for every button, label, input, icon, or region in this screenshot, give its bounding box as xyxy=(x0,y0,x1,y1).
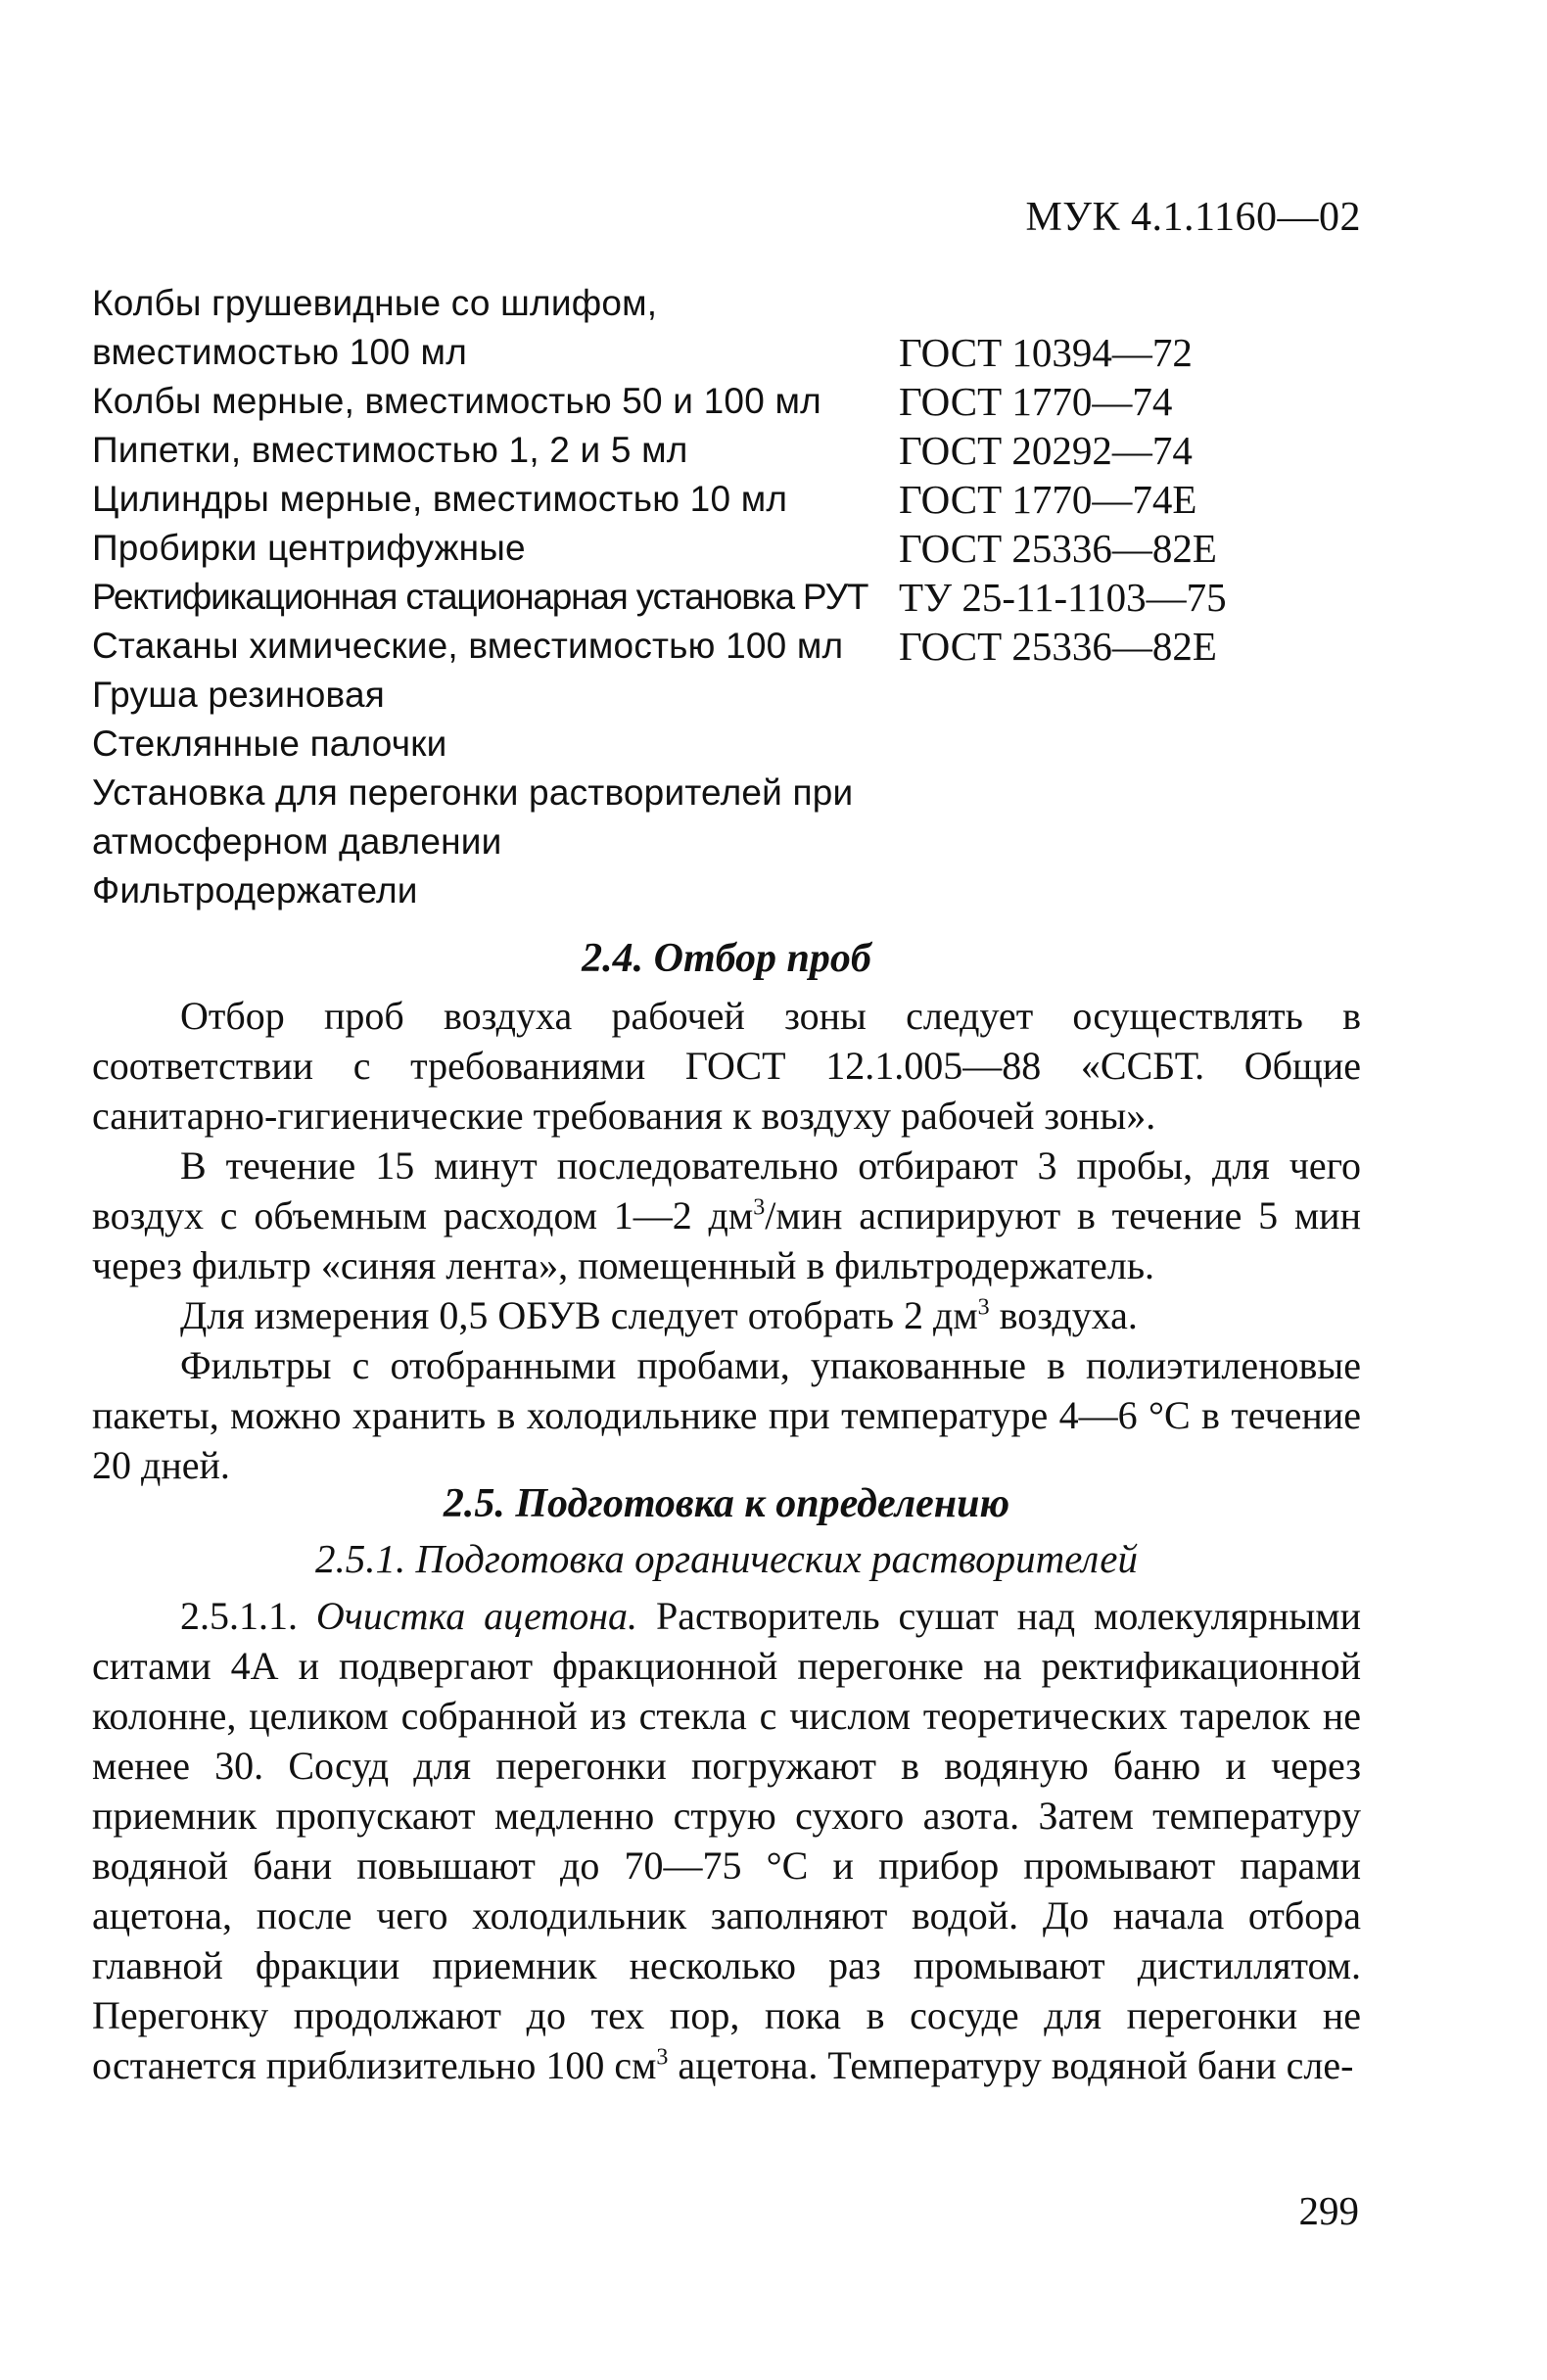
paragraph xyxy=(92,1591,1361,2090)
superscript: 3 xyxy=(753,1194,766,1221)
subsection-heading: 2.5.1. Подготовка органических растворителей xyxy=(315,1536,1138,1581)
equipment-row xyxy=(92,328,1365,377)
equipment-row xyxy=(92,573,1365,622)
equipment-standard xyxy=(899,720,1365,769)
equipment-name: вместимостью 100 мл xyxy=(92,332,467,372)
italic-run-in: Очистка ацетона. xyxy=(315,1594,638,1638)
paragraph xyxy=(92,1290,1361,1340)
paragraph: Отбор проб воздуха рабочей зоны следует осуществлять в соответствии с требованиями ГОСТ 12.1.005—88 «ССБТ. Общие санитарно-гигиенические требования к воздуху рабочей зоны». xyxy=(92,994,1361,1138)
equipment-row xyxy=(92,475,1365,524)
section-2-4-body xyxy=(92,991,1361,1490)
equipment-name: Ректификационная стационарная установка РУТ xyxy=(92,577,868,617)
text-span: воздуха. xyxy=(989,1293,1138,1337)
equipment-name: Фильтродержатели xyxy=(92,870,418,910)
equipment-standard: ГОСТ 1770—74 xyxy=(899,379,1173,424)
text-span: /мин аспирируют в течение 5 мин через фильтр «синяя лента», помещенный в фильтродержатель. xyxy=(92,1193,1361,1287)
equipment-name: Установка для перегонки растворителей при xyxy=(92,772,854,813)
equipment-standard: ГОСТ 25336—82Е xyxy=(899,624,1217,669)
document-code: МУК 4.1.1160—02 xyxy=(1025,195,1361,240)
paragraph: Фильтры с отобранными пробами, упакованные в полиэтиленовые пакеты, можно хранить в холодильнике при температуре 4—6 °С в течение 20 дней. xyxy=(92,1343,1361,1487)
equipment-standard xyxy=(899,817,1365,866)
section-2-5-body xyxy=(92,1591,1361,2090)
equipment-name: Цилиндры мерные, вместимостью 10 мл xyxy=(92,479,788,519)
page-number: 299 xyxy=(1298,2188,1359,2233)
equipment-standard xyxy=(899,279,1365,328)
equipment-row xyxy=(92,866,1365,915)
equipment-name: Колбы мерные, вместимостью 50 и 100 мл xyxy=(92,381,821,421)
equipment-name: атмосферном давлении xyxy=(92,821,502,862)
equipment-row xyxy=(92,622,1365,671)
text-span: Для измерения 0,5 ОБУВ следует отобрать 2 дм xyxy=(180,1293,978,1337)
equipment-standard xyxy=(899,671,1365,720)
equipment-name: Груша резиновая xyxy=(92,675,385,715)
equipment-row xyxy=(92,671,1365,720)
equipment-standard: ГОСТ 10394—72 xyxy=(899,330,1193,375)
equipment-name: Колбы грушевидные со шлифом, xyxy=(92,283,658,323)
clause-number: 2.5.1.1. xyxy=(180,1594,298,1638)
equipment-row xyxy=(92,426,1365,475)
equipment-standard xyxy=(899,866,1365,915)
text-span: В течение 15 минут последовательно отбирают 3 пробы, для чего воздух с объемным расходом 1—2 дм xyxy=(92,1143,1361,1237)
equipment-name: Стеклянные палочки xyxy=(92,723,447,764)
equipment-row xyxy=(92,524,1365,573)
equipment-row xyxy=(92,769,1365,817)
equipment-row xyxy=(92,817,1365,866)
section-heading: 2.4. Отбор проб xyxy=(582,936,871,981)
section-heading: 2.5. Подготовка к определению xyxy=(443,1481,1010,1526)
equipment-name: Пробирки центрифужные xyxy=(92,528,526,568)
superscript: 3 xyxy=(656,2044,669,2071)
text-span: Растворитель сушат над молекулярными ситами 4А и подвергают фракционной перегонке на ректификационной колонне, целиком собранной из стекла с числом теоретических тарелок не менее 30. Сосуд для перегонки погружают в водяную баню и через приемник пропускают медленно струю сухого азота. Затем температуру водяной бани повышают до 70—75 °С и прибор промывают парами ацетона, после чего холодильник заполняют водой. До начала отбора главной фракции приемник несколько раз промывают дистиллятом. Перегонку продолжают до тех пор, пока в сосуде для перегонки не останется приблизительно 100 см xyxy=(92,1594,1362,2087)
equipment-standard: ГОСТ 25336—82Е xyxy=(899,526,1217,571)
equipment-standard: ГОСТ 1770—74Е xyxy=(899,477,1197,522)
text-span: ацетона. Температуру водяной бани сле- xyxy=(668,2043,1354,2087)
superscript: 3 xyxy=(977,1294,990,1321)
equipment-standard: ТУ 25-11-1103—75 xyxy=(899,575,1227,620)
equipment-standard: ГОСТ 20292—74 xyxy=(899,428,1193,473)
equipment-list xyxy=(92,279,1365,915)
equipment-row xyxy=(92,377,1365,426)
equipment-row xyxy=(92,720,1365,769)
equipment-standard xyxy=(899,769,1365,817)
paragraph xyxy=(92,1141,1361,1290)
equipment-name: Стаканы химические, вместимостью 100 мл xyxy=(92,626,844,666)
equipment-row xyxy=(92,279,1365,328)
equipment-name: Пипетки, вместимостью 1, 2 и 5 мл xyxy=(92,430,688,470)
